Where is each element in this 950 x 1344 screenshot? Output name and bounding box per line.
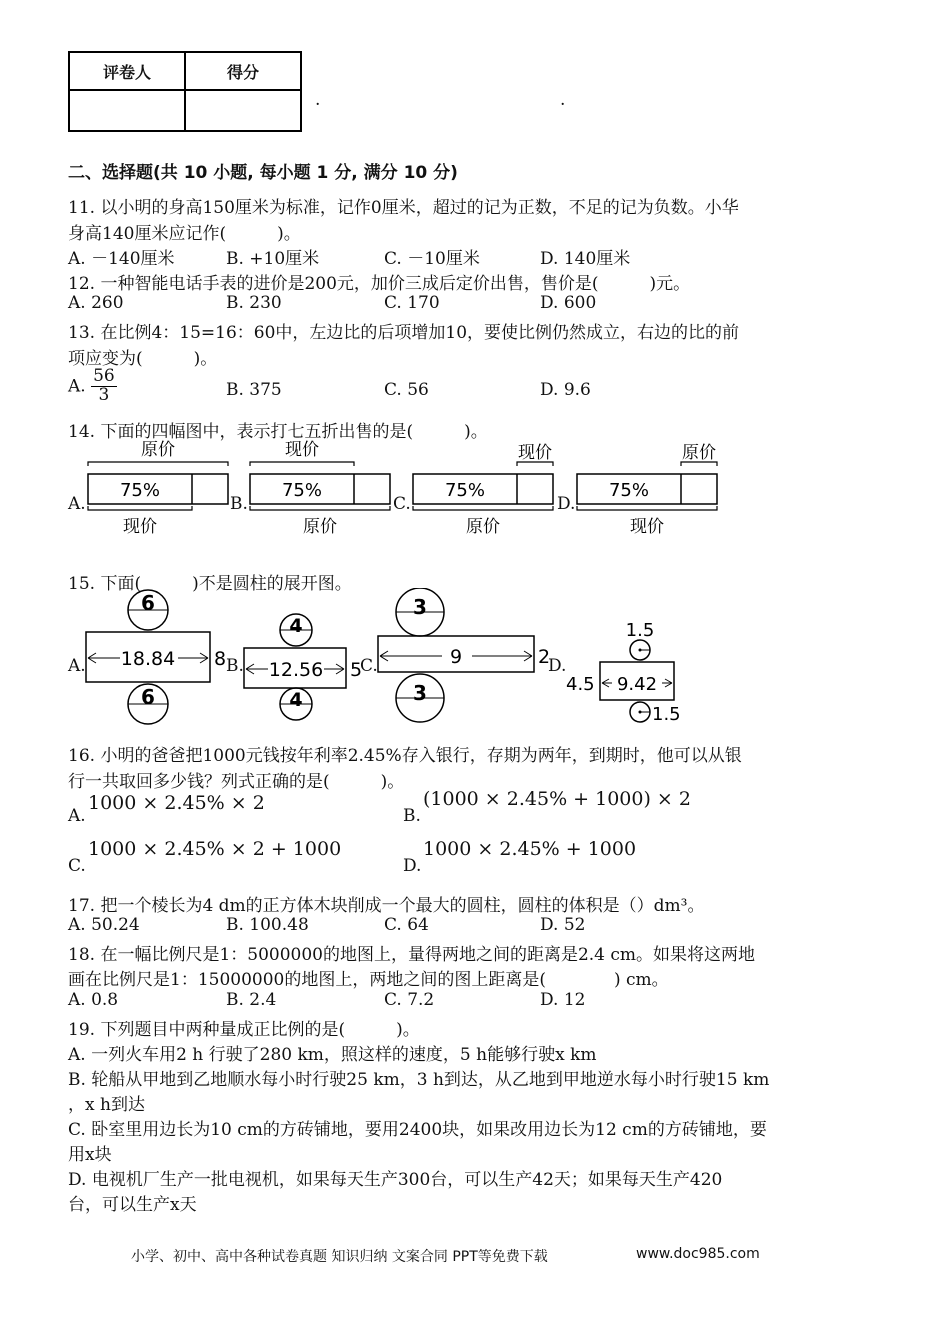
q16-line1: 16. 小明的爸爸把1000元钱按年利率2.45%存入银行，存期为两年，到期时，他可以从银 [68, 746, 742, 766]
q16-option-d-label[interactable]: D. [403, 856, 422, 876]
q17-line1: 17. 把一个棱长为4 dm的正方体木块削成一个最大的圆柱，圆柱的体积是（）dm³。 [68, 896, 705, 916]
q14-line1: 14. 下面的四幅图中，表示打七五折出售的是( )。 [68, 422, 488, 442]
q11-option-d[interactable]: D. 140厘米 [540, 249, 631, 269]
q16-option-c-expr[interactable]: 1000 × 2.45% × 2 + 1000 [88, 838, 342, 860]
q16-line2: 行一共取回多少钱？列式正确的是( )。 [68, 772, 405, 792]
q17-option-b[interactable]: B. 100.48 [226, 915, 309, 935]
q18-option-d[interactable]: D. 12 [540, 990, 586, 1010]
footer-link[interactable]: www.doc985.com [636, 1246, 760, 1262]
circle-bottom-diameter: 1.5 [652, 704, 681, 725]
figure-bottom-label: 原价 [466, 517, 500, 537]
q13-option-c[interactable]: C. 56 [384, 380, 429, 400]
q14-label-b[interactable]: B. [230, 494, 248, 514]
rect-height: 8 [214, 648, 227, 670]
q11-line2: 身高140厘米应记作( )。 [68, 224, 301, 244]
q15-label-d[interactable]: D. [548, 656, 567, 676]
dot-mark: . [560, 90, 566, 110]
figure-bottom-label: 原价 [303, 517, 337, 537]
rect-length: 9 [449, 646, 463, 668]
rect-height: 5 [350, 659, 363, 681]
q13-line1: 13. 在比例4：15=16：60中，左边比的后项增加10，要使比例仍然成立，右边的比的前 [68, 323, 740, 343]
q16-option-b-expr[interactable]: (1000 × 2.45% + 1000) × 2 [423, 788, 691, 810]
q18-line2: 画在比例尺是1：15000000的地图上，两地之间的图上距离是( ) cm。 [68, 970, 669, 990]
rect-height: 2 [538, 646, 551, 668]
q13-option-d[interactable]: D. 9.6 [540, 380, 591, 400]
figure-top-label: 原价 [141, 440, 175, 460]
q11-option-a[interactable]: A. －140厘米 [68, 249, 175, 269]
score-cell[interactable] [185, 90, 301, 131]
figure-top-label: 原价 [682, 443, 716, 463]
circle-bottom-diameter: 3 [413, 681, 427, 705]
fraction-numerator: 56 [93, 366, 115, 386]
circle-top-diameter: 6 [141, 591, 155, 615]
q12-line1: 12. 一种智能电话手表的进价是200元，加价三成后定价出售，售价是( )元。 [68, 274, 691, 294]
q13-line2: 项应变为( )。 [68, 349, 218, 369]
fraction-denominator: 3 [98, 384, 110, 405]
dot-mark: . [315, 90, 321, 110]
q18-option-c[interactable]: C. 7.2 [384, 990, 435, 1010]
q17-option-a[interactable]: A. 50.24 [68, 915, 140, 935]
figure-percent: 75% [444, 480, 486, 501]
q18-option-b[interactable]: B. 2.4 [226, 990, 277, 1010]
q19-option-c-line1[interactable]: C. 卧室里用边长为10 cm的方砖铺地，要用2400块，如果改用边长为12 cm的方砖铺地，要 [68, 1120, 767, 1140]
q15-figure-d [564, 616, 694, 728]
q14-label-d[interactable]: D. [557, 494, 576, 514]
q14-figure-b [246, 438, 396, 540]
figure-bottom-label: 现价 [123, 517, 157, 537]
q15-figure-a [84, 588, 232, 728]
circle-top-diameter: 4 [289, 615, 303, 637]
figure-percent: 75% [608, 480, 650, 501]
q15-label-a[interactable]: A. [68, 656, 86, 676]
q11-option-b[interactable]: B. +10厘米 [226, 249, 320, 269]
q15-figure-c [376, 588, 552, 728]
q16-option-c-label[interactable]: C. [68, 856, 86, 876]
score-header: 得分 [185, 52, 301, 90]
rect-length: 18.84 [120, 648, 176, 670]
circle-bottom-diameter: 4 [289, 689, 303, 711]
circle-top-diameter: 3 [413, 595, 427, 619]
grader-cell[interactable] [69, 90, 185, 131]
q18-option-a[interactable]: A. 0.8 [68, 990, 119, 1010]
footer-text: 小学、初中、高中各种试卷真题 知识归纳 文案合同 PPT等免费下载 [131, 1249, 548, 1265]
rect-length: 12.56 [268, 659, 324, 681]
q11-option-c[interactable]: C. －10厘米 [384, 249, 480, 269]
q12-option-d[interactable]: D. 600 [540, 293, 597, 313]
figure-percent: 75% [119, 480, 161, 501]
q15-figure-b [242, 612, 364, 722]
circle-bottom-diameter: 6 [141, 685, 155, 709]
q18-line1: 18. 在一幅比例尺是1：5000000的地图上，量得两地之间的距离是2.4 cm。如果将这两地 [68, 945, 756, 965]
grader-header: 评卷人 [69, 52, 185, 90]
q14-figure-a [84, 438, 234, 540]
figure-top-label: 现价 [518, 443, 552, 463]
q14-figure-c [409, 438, 559, 540]
figure-bottom-label: 现价 [630, 517, 664, 537]
figure-top-label: 现价 [285, 440, 319, 460]
section-title: 二、选择题(共 10 小题, 每小题 1 分, 满分 10 分) [68, 163, 458, 183]
q17-option-d[interactable]: D. 52 [540, 915, 586, 935]
q14-label-c[interactable]: C. [393, 494, 411, 514]
q12-option-c[interactable]: C. 170 [384, 293, 440, 313]
q15-label-c[interactable]: C. [360, 656, 378, 676]
q19-option-b-line1[interactable]: B. 轮船从甲地到乙地顺水每小时行驶25 km，3 h到达，从乙地到甲地逆水每小时行驶15 km [68, 1070, 770, 1090]
rect-height: 4.5 [566, 674, 595, 695]
rect-length: 9.42 [616, 674, 658, 695]
q14-label-a[interactable]: A. [68, 494, 86, 514]
q15-label-b[interactable]: B. [226, 656, 244, 676]
q16-option-a-label[interactable]: A. [68, 806, 86, 826]
q11-line1: 11. 以小明的身高150厘米为标准，记作0厘米，超过的记为正数，不足的记为负数。小华 [68, 198, 739, 218]
score-table [68, 51, 302, 132]
circle-top-diameter: 1.5 [625, 620, 655, 641]
q19-option-d-line1[interactable]: D. 电视机厂生产一批电视机，如果每天生产300台，可以生产42天；如果每天生产420 [68, 1170, 723, 1190]
q16-option-a-expr[interactable]: 1000 × 2.45% × 2 [88, 792, 265, 814]
q19-option-a[interactable]: A. 一列火车用2 h 行驶了280 km，照这样的速度，5 h能够行驶x km [68, 1045, 597, 1065]
q19-option-b-line2[interactable]: ，x h到达 [68, 1095, 145, 1115]
q16-option-b-label[interactable]: B. [403, 806, 421, 826]
q16-option-d-expr[interactable]: 1000 × 2.45% + 1000 [423, 838, 637, 860]
q13-option-b[interactable]: B. 375 [226, 380, 282, 400]
q14-figure-d [573, 438, 723, 540]
q13-option-a-label: A. [68, 376, 86, 397]
q13-option-a-fraction [91, 368, 117, 405]
q15-line1: 15. 下面( )不是圆柱的展开图。 [68, 574, 352, 594]
q12-option-b[interactable]: B. 230 [226, 293, 282, 313]
q17-option-c[interactable]: C. 64 [384, 915, 429, 935]
q13-option-a[interactable] [68, 368, 117, 405]
q19-line1: 19. 下列题目中两种量成正比例的是( )。 [68, 1020, 420, 1040]
q19-option-d-line2[interactable]: 台，可以生产x天 [68, 1195, 197, 1215]
q12-option-a[interactable]: A. 260 [68, 293, 124, 313]
q19-option-c-line2[interactable]: 用x块 [68, 1145, 112, 1165]
figure-percent: 75% [281, 480, 323, 501]
